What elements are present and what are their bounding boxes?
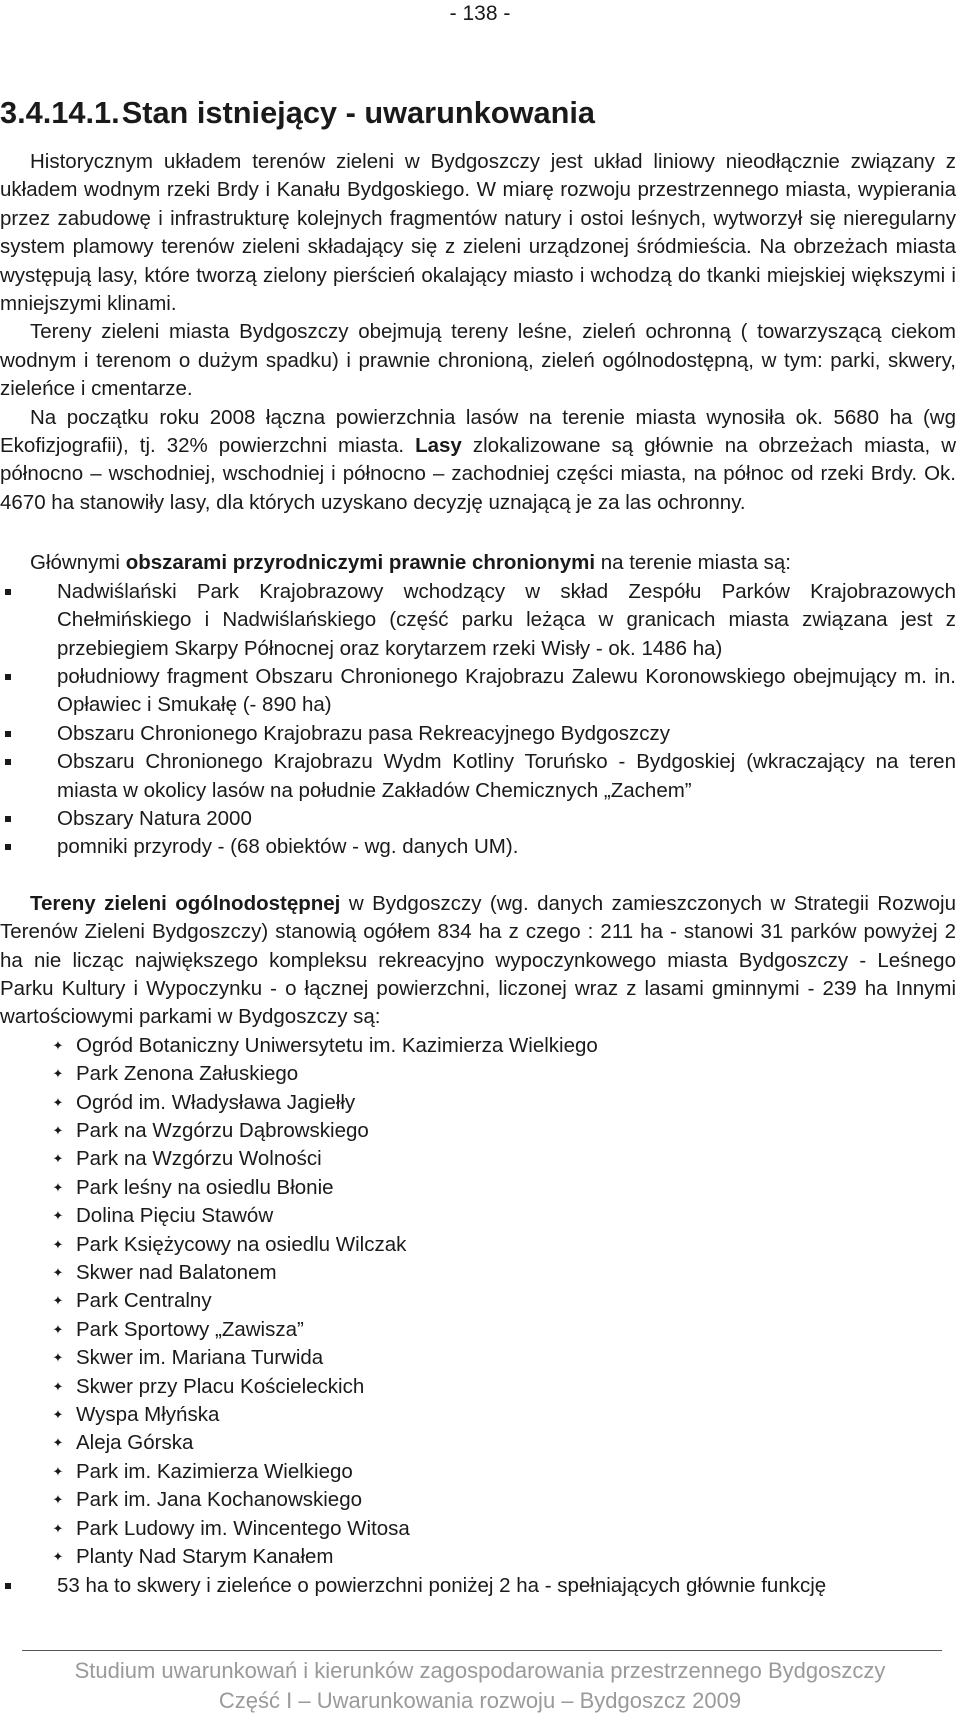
park-name: Park leśny na osiedlu Błonie xyxy=(76,1175,334,1199)
list-item xyxy=(0,1486,956,1514)
list-item xyxy=(0,1202,956,1230)
footer-subtitle: Część I – Uwarunkowania rozwoju – Bydgoszcz 2009 xyxy=(218,1688,742,1713)
park-name: Aleja Górska xyxy=(76,1431,194,1455)
section-heading xyxy=(0,95,956,130)
public-green-paragraph xyxy=(0,890,956,1032)
park-name: Park Sportowy „Zawisza” xyxy=(76,1317,304,1341)
paragraph-historic-layout: Historycznym układem terenów zieleni w Bydgoszczy jest układ liniowy nieodłącznie związany z układem wodnym rzeki Brdy i Kanału Bydgoskiego. W miarę rozwoju przestrzennego miasta, wypierania przez zabudowę i infrastrukturę kolejnych fragmentów natury i ostoi leśnych, wytworzył się nieregularny system plamowy terenów zieleni składający się z zieleni urządzonej śródmieścia. Na obrzeżach miasta występują lasy, które tworzą zielony pierścień okalający miasto i wchodzą do tkanki miejskiej większymi i mniejszymi klinami. xyxy=(0,150,956,316)
public-green-bold-term: Tereny zieleni ogólnodostępnej xyxy=(30,891,341,915)
diamond-bullet-icon: ✦ xyxy=(52,1123,64,1138)
park-name: Ogród im. Władysława Jagiełły xyxy=(76,1090,356,1114)
park-name: Park im. Jana Kochanowskiego xyxy=(76,1488,363,1512)
list-item-text: Obszaru Chronionego Krajobrazu Wydm Kotliny Toruńsko - Bydgoskiej (wkraczający na teren miasta w okolicy lasów na południe Zakładów Chemicznych „Zachem” xyxy=(57,750,956,802)
diamond-bullet-icon: ✦ xyxy=(52,1350,64,1366)
list-item xyxy=(0,578,956,663)
parks-list xyxy=(0,1032,956,1572)
list-item-text: Obszary Natura 2000 xyxy=(57,806,252,830)
protected-intro-bold: obszarami przyrodniczymi prawnie chronionymi xyxy=(125,551,596,575)
list-item xyxy=(0,1231,956,1259)
section-number: 3.4.14.1. xyxy=(0,95,120,130)
park-name: Park Ludowy im. Wincentego Witosa xyxy=(76,1516,410,1540)
forests-bold-term: Lasy xyxy=(415,434,462,458)
protected-areas-intro xyxy=(0,549,956,577)
diamond-bullet-icon: ✦ xyxy=(52,1265,64,1281)
diamond-bullet-icon: ✦ xyxy=(52,1549,64,1565)
list-item xyxy=(0,1174,956,1202)
park-name: Park im. Kazimierza Wielkiego xyxy=(76,1459,353,1483)
diamond-bullet-icon: ✦ xyxy=(52,1463,64,1479)
list-item xyxy=(0,748,956,805)
list-item-text: Obszaru Chronionego Krajobrazu pasa Rekreacyjnego Bydgoszczy xyxy=(57,721,671,745)
park-name: Park na Wzgórzu Wolności xyxy=(76,1147,322,1171)
protected-intro-end: na terenie miasta są: xyxy=(595,551,792,575)
diamond-bullet-icon: ✦ xyxy=(52,1094,64,1110)
park-name: Skwer im. Mariana Turwida xyxy=(76,1346,324,1370)
page-number: - 138 - xyxy=(449,2,511,25)
protected-intro-start: Głównymi xyxy=(30,551,126,575)
park-name: Skwer nad Balatonem xyxy=(76,1261,277,1285)
diamond-bullet-icon: ✦ xyxy=(52,1378,64,1394)
diamond-bullet-icon: ✦ xyxy=(52,1179,64,1195)
list-item xyxy=(0,805,956,833)
forests-text-start: Na początku roku 2008 łączna powierzchnia lasów na terenie miasta wynosiła ok. 5680 ha (wg Ekofizjografii), tj. 32% powierzchni miasta. xyxy=(0,405,956,458)
paragraph-green-areas: Tereny zieleni miasta Bydgoszczy obejmują tereny leśne, zieleń ochronną ( towarzyszącą ciekom wodnym i terenom o dużym spadku) i prawnie chronioną, zieleń ogólnodostępną, w tym: parki, skwery, zieleńce i cmentarze. xyxy=(0,320,956,401)
park-name: Skwer przy Placu Kościeleckich xyxy=(76,1374,365,1398)
list-item xyxy=(0,1259,956,1287)
footer-title: Studium uwarunkowań i kierunków zagospodarowania przestrzennego Bydgoszczy xyxy=(74,1658,886,1683)
list-item xyxy=(0,1145,956,1173)
list-item-text: pomniki przyrody - (68 obiektów - wg. danych UM). xyxy=(57,835,519,859)
public-green-text: w Bydgoszczy (wg. danych zamieszczonych w Strategii Rozwoju Terenów Zieleni Bydgoszczy) stanowią ogółem 834 ha z czego : 211 ha - stanowi 31 parków powyżej 2 ha nie licząc największego kompleksu rekreacyjno wypoczynkowego miasta Bydgoszczy - Leśnego Parku Kultury i Wypoczynku - o łącznej powierzchni, liczonej wraz z lasami gminnymi - 239 ha Innymi wartościowymi parkami w Bydgoszczy są: xyxy=(0,891,956,1029)
footer-divider xyxy=(22,1650,942,1651)
list-item xyxy=(0,1572,956,1600)
list-item-text: Nadwiślański Park Krajobrazowy wchodzący w skład Zespółu Parków Krajobrazowych Chełmińskiego i Nadwiślańskiego (część parku leżąca w granicach miasta związana jest z przebiegiem Skarpy Północnej oraz korytarzem rzeki Wisły - ok. 1486 ha) xyxy=(57,579,956,660)
park-name: Wyspa Młyńska xyxy=(76,1403,220,1427)
diamond-bullet-icon: ✦ xyxy=(52,1151,64,1167)
list-item xyxy=(0,1032,956,1060)
park-name: Park na Wzgórzu Dąbrowskiego xyxy=(76,1119,369,1142)
park-name: Dolina Pięciu Stawów xyxy=(76,1204,274,1228)
list-item xyxy=(0,1543,956,1571)
page-content xyxy=(0,95,956,1600)
list-item xyxy=(0,1458,956,1486)
list-item xyxy=(0,1401,956,1429)
park-name: Park Zenona Załuskiego xyxy=(76,1062,299,1086)
list-item xyxy=(0,1060,956,1088)
list-item xyxy=(0,833,956,861)
diamond-bullet-icon: ✦ xyxy=(52,1293,64,1309)
list-item-text: 53 ha to skwery i zieleńce o powierzchni poniżej 2 ha - spełniających głównie funkcję xyxy=(57,1573,827,1597)
diamond-bullet-icon: ✦ xyxy=(52,1236,64,1252)
list-item xyxy=(0,1344,956,1372)
list-item xyxy=(0,1287,956,1315)
list-item-text: południowy fragment Obszaru Chronionego Krajobrazu Zalewu Koronowskiego obejmujący m. in. Opławiec i Smukałę (- 890 ha) xyxy=(57,664,956,717)
diamond-bullet-icon: ✦ xyxy=(52,1492,64,1508)
list-item xyxy=(0,1515,956,1543)
paragraph-forests xyxy=(0,404,956,518)
forests-text-end: zlokalizowane są głównie na obrzeżach miasta, w północno – wschodniej, wschodniej i północno – zachodniej części miasta, na północ od rzeki Brdy. Ok. 4670 ha stanowiły lasy, dla których uzyskano decyzję uznającą je za las ochronny. xyxy=(0,434,956,514)
list-item xyxy=(0,1373,956,1401)
page-footer xyxy=(0,1656,960,1716)
protected-areas-list xyxy=(0,578,956,862)
park-name: Ogród Botaniczny Uniwersytetu im. Kazimierza Wielkiego xyxy=(76,1033,598,1057)
list-item xyxy=(0,1316,956,1344)
park-name: Park Centralny xyxy=(76,1289,212,1313)
list-item xyxy=(0,1117,956,1145)
diamond-bullet-icon: ✦ xyxy=(52,1066,64,1082)
list-item xyxy=(0,663,956,720)
park-name: Planty Nad Starym Kanałem xyxy=(76,1545,334,1569)
diamond-bullet-icon: ✦ xyxy=(52,1321,64,1337)
diamond-bullet-icon: ✦ xyxy=(52,1037,64,1053)
list-item xyxy=(0,1429,956,1457)
small-green-list xyxy=(0,1572,956,1600)
diamond-bullet-icon: ✦ xyxy=(52,1520,64,1536)
diamond-bullet-icon: ✦ xyxy=(52,1435,64,1451)
list-item xyxy=(0,1089,956,1117)
diamond-bullet-icon: ✦ xyxy=(52,1208,64,1224)
diamond-bullet-icon: ✦ xyxy=(52,1407,64,1423)
list-item xyxy=(0,720,956,748)
section-title: Stan istniejący - uwarunkowania xyxy=(121,95,596,130)
park-name: Park Księżycowy na osiedlu Wilczak xyxy=(76,1232,407,1256)
